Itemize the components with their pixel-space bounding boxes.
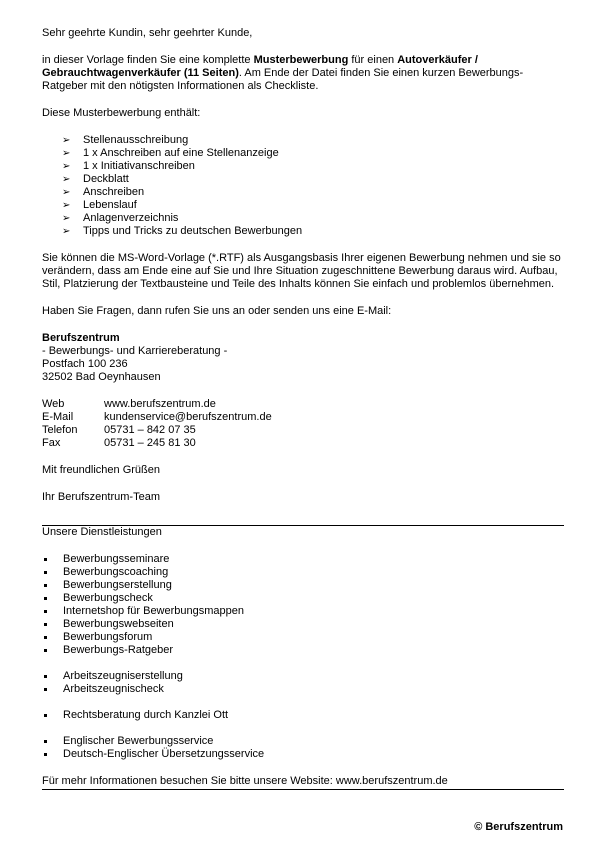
- square-bullet-icon: [44, 714, 47, 717]
- service-label: Bewerbungscheck: [63, 592, 153, 604]
- contents-list-item: [62, 186, 564, 199]
- contact-label: E-Mail: [42, 411, 74, 423]
- service-label: Bewerbungswebseiten: [63, 618, 174, 630]
- contents-list-item: [62, 199, 564, 212]
- services-list-item: [42, 748, 564, 761]
- services-list: [42, 670, 564, 696]
- contents-item-label: Anlagenverzeichnis: [83, 212, 179, 224]
- address-block: [42, 332, 564, 384]
- contact-block: [42, 398, 564, 450]
- contents-item-label: Stellenausschreibung: [83, 134, 189, 146]
- contact-row: [42, 411, 564, 424]
- contents-list-item: [62, 173, 564, 186]
- contents-list: [42, 134, 564, 238]
- contact-label: Telefon: [42, 424, 78, 436]
- address-line-3: 32502 Bad Oeynhausen: [42, 371, 161, 383]
- service-label: Bewerbungscoaching: [63, 566, 169, 578]
- salutation: Sehr geehrte Kundin, sehr geehrter Kunde,: [42, 27, 253, 39]
- service-label: Arbeitszeugniserstellung: [63, 670, 183, 682]
- arrow-bullet-icon: ➢: [62, 135, 71, 146]
- closing: Mit freundlichen Grüßen: [42, 464, 160, 476]
- square-bullet-icon: [44, 597, 47, 600]
- contents-item-label: 1 x Anschreiben auf eine Stellenanzeige: [83, 147, 279, 159]
- service-label: Deutsch-Englischer Übersetzungsservice: [63, 748, 265, 760]
- contact-value: 05731 – 842 07 35: [104, 424, 196, 436]
- square-bullet-icon: [44, 688, 47, 691]
- arrow-bullet-icon: ➢: [62, 226, 71, 237]
- services-list-item: [42, 683, 564, 696]
- arrow-bullet-icon: ➢: [62, 148, 71, 159]
- service-label: Arbeitszeugnischeck: [63, 683, 164, 695]
- contact-row: [42, 437, 564, 450]
- divider-bottom: [42, 789, 564, 790]
- services-list-item: [42, 566, 564, 579]
- square-bullet-icon: [44, 636, 47, 639]
- square-bullet-icon: [44, 610, 47, 613]
- services-list-item: [42, 605, 564, 618]
- intro-bold-2: Autoverkäufer / Gebrauchtwagenverkäufer (11 Seiten): [42, 54, 478, 79]
- contact-label: Fax: [42, 437, 61, 449]
- square-bullet-icon: [44, 675, 47, 678]
- contents-item-label: Anschreiben: [83, 186, 145, 198]
- intro-paragraph: [42, 54, 564, 93]
- contact-value: www.berufszentrum.de: [104, 398, 216, 410]
- square-bullet-icon: [44, 623, 47, 626]
- contents-list-item: [62, 225, 564, 238]
- service-label: Englischer Bewerbungsservice: [63, 735, 214, 747]
- service-label: Bewerbungsseminare: [63, 553, 170, 565]
- arrow-bullet-icon: ➢: [62, 174, 71, 185]
- services-list-item: [42, 553, 564, 566]
- square-bullet-icon: [44, 571, 47, 574]
- arrow-bullet-icon: ➢: [62, 200, 71, 211]
- arrow-bullet-icon: ➢: [62, 187, 71, 198]
- services-list: [42, 709, 564, 722]
- letter-content: [42, 27, 564, 790]
- contents-item-label: Deckblatt: [83, 173, 129, 185]
- contact-value: 05731 – 245 81 30: [104, 437, 196, 449]
- service-label: Rechtsberatung durch Kanzlei Ott: [63, 709, 229, 721]
- services-list-item: [42, 631, 564, 644]
- copyright: © Berufszentrum: [474, 821, 563, 833]
- contact-row: [42, 398, 564, 411]
- services-list: [42, 735, 564, 761]
- square-bullet-icon: [44, 740, 47, 743]
- services-list-item: [42, 644, 564, 657]
- contents-list-item: [62, 134, 564, 147]
- contents-item-label: Tipps und Tricks zu deutschen Bewerbungen: [83, 225, 303, 237]
- services-list: [42, 553, 564, 657]
- service-label: Bewerbungserstellung: [63, 579, 172, 591]
- service-label: Bewerbungsforum: [63, 631, 153, 643]
- contents-list-item: [62, 212, 564, 225]
- services-list-item: [42, 592, 564, 605]
- services-block: [42, 553, 564, 761]
- intro-text-1: in dieser Vorlage finden Sie eine komplette: [42, 54, 254, 66]
- service-label: Internetshop für Bewerbungsmappen: [63, 605, 245, 617]
- contents-item-label: Lebenslauf: [83, 199, 137, 211]
- services-list-item: [42, 709, 564, 722]
- arrow-bullet-icon: ➢: [62, 213, 71, 224]
- contents-list-item: [62, 160, 564, 173]
- square-bullet-icon: [44, 753, 47, 756]
- address-line-1: - Bewerbungs- und Karriereberatung -: [42, 345, 228, 357]
- service-label: Bewerbungs-Ratgeber: [63, 644, 174, 656]
- services-list-item: [42, 579, 564, 592]
- contents-list-item: [62, 147, 564, 160]
- contact-row: [42, 424, 564, 437]
- questions-text: Haben Sie Fragen, dann rufen Sie uns an oder senden uns eine E-Mail:: [42, 305, 392, 317]
- company-name: Berufszentrum: [42, 332, 120, 344]
- contact-label: Web: [42, 398, 65, 410]
- square-bullet-icon: [44, 558, 47, 561]
- footer-note: Für mehr Informationen besuchen Sie bitte unsere Website: www.berufszentrum.de: [42, 775, 448, 787]
- services-list-item: [42, 618, 564, 631]
- intro-text-2: für einen: [348, 54, 398, 66]
- services-heading: Unsere Dienstleistungen: [42, 526, 162, 538]
- square-bullet-icon: [44, 649, 47, 652]
- square-bullet-icon: [44, 584, 47, 587]
- contents-item-label: 1 x Initiativanschreiben: [83, 160, 195, 172]
- services-list-item: [42, 670, 564, 683]
- signature: Ihr Berufszentrum-Team: [42, 491, 160, 503]
- arrow-bullet-icon: ➢: [62, 161, 71, 172]
- intro-bold-1: Musterbewerbung: [253, 54, 349, 66]
- intro-text-3: . Am Ende der Datei finden Sie einen kurzen Bewerbungs-Ratgeber mit den nötigsten Informationen als Checkliste.: [42, 67, 524, 92]
- address-line-2: Postfach 100 236: [42, 358, 128, 370]
- services-list-item: [42, 735, 564, 748]
- body-paragraph: Sie können die MS-Word-Vorlage (*.RTF) als Ausgangsbasis Ihrer eigenen Bewerbung nehmen und sie so verändern, dass am Ende eine auf Sie und Ihre Situation zugeschnittene Bewerbung daraus wird. Aufbau, Stil, Platzierung der Textbausteine und Teile des Inhalts können Sie einfach und problemlos übernehmen.: [42, 252, 561, 290]
- contents-heading: Diese Musterbewerbung enthält:: [42, 107, 201, 119]
- contact-value: kundenservice@berufszentrum.de: [104, 411, 272, 423]
